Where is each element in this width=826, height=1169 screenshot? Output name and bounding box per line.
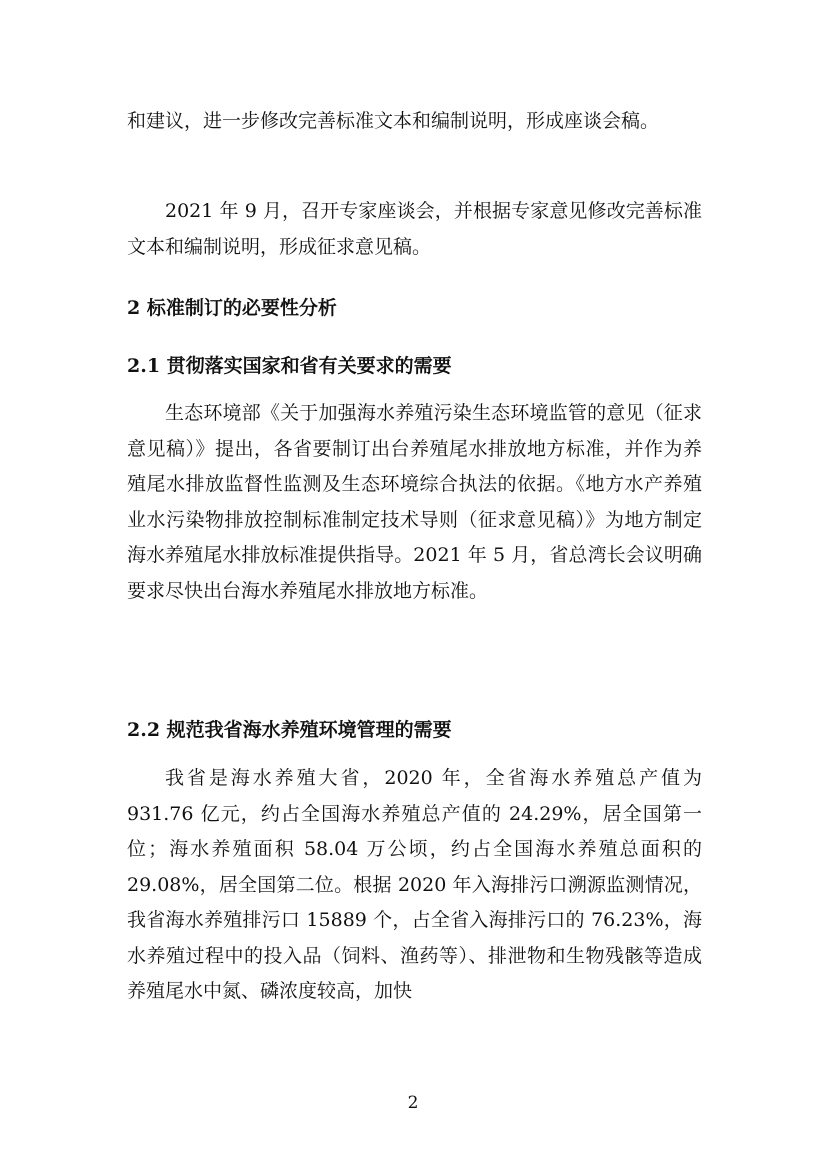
paragraph-expert-meeting: 2021 年 9 月，召开专家座谈会，并根据专家意见修改完善标准文本和编制说明，形成征求意见稿。: [127, 200, 702, 258]
section-heading-2: 2 标准制订的必要性分析: [127, 297, 337, 319]
paragraph-provincial-management: 我省是海水养殖大省，2020 年，全省海水养殖总产值为 931.76 亿元，约占全国海水养殖总产值的 24.29%，居全国第一位；海水养殖面积 58.04 万公顷，约占全国海水养殖总面积的 29.08%，居全国第二位。根据 2020 年入海排污口溯源监测情况，我省海水养殖排污口 15889 个，占全省入海排污口的 76.23%，海水养殖过程中的投入品（饲料、渔药等）、排泄物和生物残骸等造成养殖尾水中氮、磷浓度较高，加快: [127, 767, 702, 1002]
page-number: 2: [407, 1093, 419, 1113]
paragraph-national-requirements: 生态环境部《关于加强海水养殖污染生态环境监管的意见（征求意见稿）》提出，各省要制订出台养殖尾水排放地方标准，并作为养殖尾水排放监督性监测及生态环境综合执法的依据。《地方水产养殖业水污染物排放控制标准制定技术导则（征求意见稿）》为地方制定海水养殖尾水排放标准提供指导。2021 年 5 月，省总湾长会议明确要求尽快出台海水养殖尾水排放地方标准。: [127, 402, 702, 602]
paragraph-continuation: 和建议，进一步修改完善标准文本和编制说明，形成座谈会稿。: [127, 110, 660, 132]
section-heading-2-2: 2.2 规范我省海水养殖环境管理的需要: [127, 719, 452, 741]
section-heading-2-1: 2.1 贯彻落实国家和省有关要求的需要: [127, 355, 452, 377]
